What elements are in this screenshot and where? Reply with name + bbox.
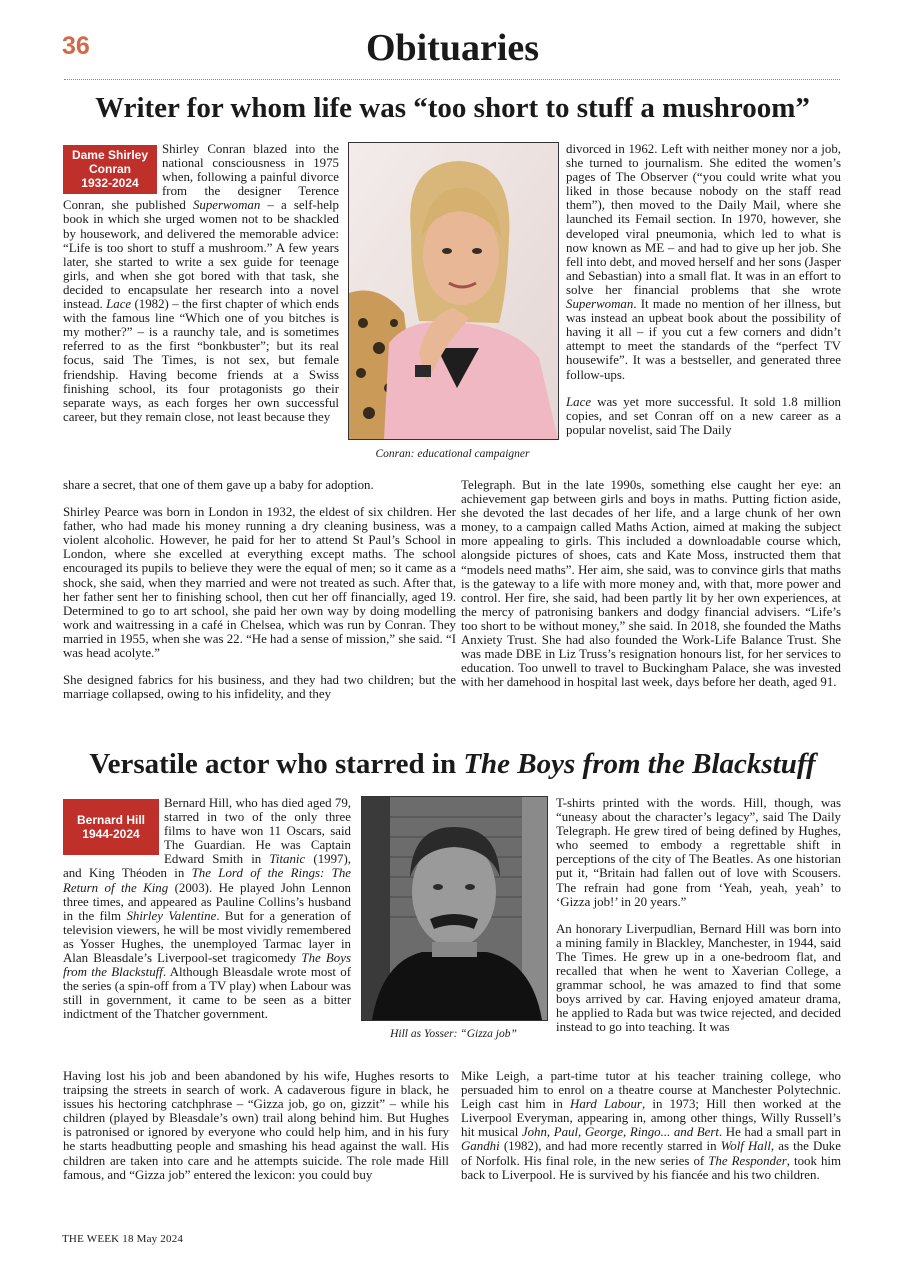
body-text: Bernard Hill, who has died aged 79, starred in two of the only three films to have won 11 Oscars, said The Guardian. He was Captain Edward Smith in Titanic (1997), and King Théoden in The Lord of the Rings: The Return of the King (2003). He played John Lennon three times, and appeared as Pauline Collins’s husband in the film Shirley Valentine. But for a generation of television viewers, he will be most vividly remembered as Yosser Hughes, the unemployed Tarmac layer in Alan Bleasdale’s Liverpool-set tragicomedy The Boys from the Blackstuff. Although Bleasdale wrote most of the series (a spin-off from a TV play) when Labour was still in government, it came to be seen as a bitter indictment of the Thatcher government. [63,796,352,1022]
body-text: Telegraph. But in the late 1990s, something else caught her eye: an achievement gap between girls and boys in maths. Putting fiction aside, she devoted the last decades of her life, and a large chunk of her own money, to a campaign called Maths Action, aimed at making the subject more appealing to girls. This included a downloadable course which, alongside pictures of shoes, cats and Kate Moss, instructed them that “models need maths”. Her aim, she said, was to convince girls that maths is the gateway to a life with more money and, with that, more power and control. Her fire, she said, had been partly lit by her own experiences, at the mercy of patronising bankers and dodgy financial advisers. “Life’s too short to be without money,” she said. In 2018, she founded the Maths Anxiety Trust. She had also founded the Work-Life Balance Trust. She was made DBE in Liz Truss’s resignation honours list, for her services to education. Too unwell to travel to Buckingham Palace, she was invested with her damehood in hospital last week, days before her death, aged 91. [461,478,841,690]
body-text: Shirley Conran blazed into the national consciousness in 1975 when, following a painful divorce from the designer Terence Conran, she published Superwoman – a self-help book in which she urged women not to be shackled by housework, and delivered the memorable advice: “Life is too short to stuff a mushroom.” A few years later, she started to write a sex guide for teenage girls, and when she got bored with that task, she decided to encapsulate her research into a novel instead. Lace (1982) – the first chapter of which ends with the famous line “Which one of you bitches is my mother?” – is a raunchy tale, and is sometimes referred to as the first “bonkbuster”; but its real focus, said The Times, is not sex, but female friendship. Having become friends at a Swiss finishing school, its four protagonists go their separate ways, as each forges her own successful career, but they remain close, not least because they [63,142,340,424]
body-text: divorced in 1962. Left with neither money nor a job, she turned to journalism. She edited the women’s pages of The Observer (“you could write what you liked in those because nobody on the staff read them”), then moved to the Daily Mail, where she launched its Femail section. In 1970, however, she developed viral pneumonia, which led to what is now known as ME – and had to give up her job. She fell into debt, and moved herself and her sons (Jasper and Sebastian) into a small flat. It was in an effort to solve her financial problems that she wrote Superwoman. It made no mention of her illness, but was instead an upbeat book about the possibility of having it all – if you cut a few corners and didn’t attempt to meet the standards of the “perfect TV housewife”. It was a bestseller, and generated three follow-ups. [566,142,841,382]
portrait-icon [349,143,558,439]
obituary-conran-col3b [461,478,841,702]
section-divider [64,79,840,80]
conran-photo-caption: Conran: educational campaigner [375,448,530,460]
conran-photo [348,142,559,440]
body-text: Lace was yet more successful. It sold 1.8 million copies, and set Conran off on a new career as a popular novelist, said The Daily [566,394,841,437]
obituary-conran-col3 [566,142,841,450]
obituary-conran-col1 [63,142,339,437]
hill-photo-caption: Hill as Yosser: “Gizza job” [390,1028,517,1040]
body-text: She designed fabrics for his business, and they had two children; but the marriage collapsed, owing to his infidelity, and they [63,673,456,702]
body-text: Having lost his job and been abandoned by his wife, Hughes resorts to traipsing the streets in search of work. A cadaverous figure in black, he issues his hectoring catchphrase – “Gizza job, go on, gizzit” – while his children (played by Bleasdale’s own) trail along behind him. But Hughes is patronised or ignored by everyone who could help him, and in his fury he starts headbutting people and smashing his head against the wall. His children are taken into care and he attempts suicide. The role made Hill famous, and “Gizza job” entered the lexicon: you could buy [63,1069,449,1182]
body-text: share a secret, that one of them gave up a baby for adoption. [63,478,374,492]
name-badge: Dame Shirley Conran 1932-2024 [63,145,157,194]
obituary-conran-headline: Writer for whom life was “too short to stuff a mushroom” [95,92,810,124]
page-footer: THE WEEK 18 May 2024 [62,1233,184,1245]
obituary-hill-col1 [63,796,351,1035]
obituary-hill-col3b [461,1069,841,1195]
obituary-hill-headline: Versatile actor who starred in The Boys from the Blackstuff [89,748,816,780]
portrait-icon [362,797,547,1020]
body-text: An honorary Liverpudlian, Bernard Hill was born into a mining family in Blackley, Manchester, in 1944, said The Times. He grew up in a one-bedroom flat, and recalled that when he went to Xaverian College, a grammar school, he was amazed to find that some boys arrived by car. Having enjoyed amateur drama, he applied to Rada but was twice rejected, and decided instead to go into teaching. It was [556,921,841,1035]
hill-photo [361,796,548,1021]
obituary-conran-col1b [63,478,456,714]
body-text: Shirley Pearce was born in London in 1932, the eldest of six children. Her father, who had made his money running a dry cleaning business, was a violent alcoholic. However, he paid for her to attend St Paul’s School in London, where she excelled at everything except maths. The school encouraged its pupils to believe they were the equal of men; so it came as a shock, she said, when they married and were not treated as such. After that, her father sent her to finishing school, then cut her off financially, aged 19. Determined to go to art school, she paid her own way by doing modelling work and waitressing in a café in Chelsea, which was run by Conran. They married in 1955, when she was 22. “He had a sense of mission,” she said. “I was head acolyte.” [63,505,456,661]
obituary-hill-col1b [63,1069,449,1195]
section-title: Obituaries [365,27,540,69]
name-badge: Bernard Hill 1944-2024 [63,799,159,855]
body-text: Mike Leigh, a part-time tutor at his teacher training college, who persuaded him to enrol on a theatre course at Manchester Polytechnic. Leigh cast him in Hard Labour, in 1973; Hill then worked at the Liverpool Everyman, appearing in, among other things, Willy Russell’s hit musical John, Paul, George, Ringo... and Bert. He had a small part in Gandhi (1982), and had more recently starred in Wolf Hall, as the Duke of Norfolk. His final role, in the new series of The Responder, took him back to Liverpool. He is survived by his fiancée and his two children. [461,1069,841,1182]
page-number: 36 [62,32,90,60]
body-text: T-shirts printed with the words. Hill, though, was “uneasy about the character’s legacy”, said The Daily Telegraph. He grew tired of being defined by Hughes, who seemed to embody a regrettable shift in perceptions of the city of The Beatles. As one historian put it, “Britain had fallen out of love with Scousers. The refrain had gone from ‘Yeah, yeah, yeah’ to ‘Gizza job!’ in 20 years.” [556,796,841,909]
obituary-hill-col3 [556,796,841,1048]
